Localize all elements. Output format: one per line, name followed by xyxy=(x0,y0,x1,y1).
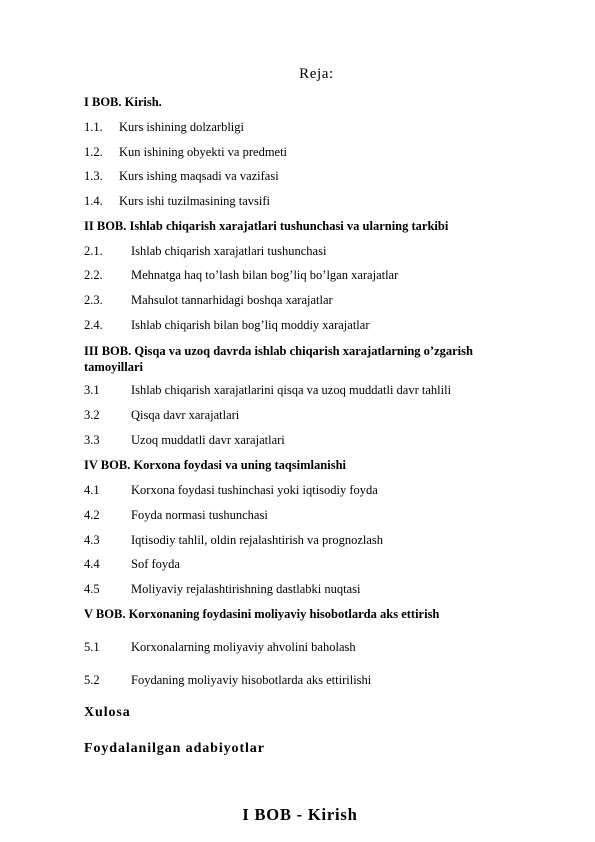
toc-num: 2.4. xyxy=(84,318,103,332)
toc-item: Korxonalarning moliyaviy ahvolini baholash xyxy=(131,640,356,654)
chapter-2-heading: II BOB. Ishlab chiqarish xarajatlari tushunchasi va ularning tarkibi xyxy=(84,219,449,233)
toc-num: 2.2. xyxy=(84,268,103,282)
toc-item: Mehnatga haq to’lash bilan bog’liq bo’lgan xarajatlar xyxy=(131,268,399,282)
chapter-5-heading: V BOB. Korxonaning foydasini moliyaviy hisobotlarda aks ettirish xyxy=(84,607,440,621)
chapter-3-heading: III BOB. Qisqa va uzoq davrda ishlab chiqarish xarajatlarning o’zgarish tamoyillari xyxy=(84,344,473,374)
references-heading: Foydalanilgan adabiyotlar xyxy=(84,741,265,756)
toc-num: 1.4. xyxy=(84,194,103,208)
toc-num: 1.2. xyxy=(84,145,103,159)
next-chapter-title: I BOB - Kirish xyxy=(242,805,358,824)
toc-item: Kurs ishing maqsadi va vazifasi xyxy=(119,169,279,183)
conclusion-heading: Xulosa xyxy=(84,705,131,720)
toc-item: Ishlab chiqarish xarajatlarini qisqa va uzoq muddatli davr tahlili xyxy=(131,383,452,397)
toc-item: Foyda normasi tushunchasi xyxy=(131,508,268,522)
toc-item: Qisqa davr xarajatlari xyxy=(131,408,240,422)
toc-item: Sof foyda xyxy=(131,557,180,571)
toc-num: 2.1. xyxy=(84,244,103,258)
toc-item: Ishlab chiqarish xarajatlari tushunchasi xyxy=(131,244,327,258)
toc-num: 5.1 xyxy=(84,640,100,654)
toc-num: 4.4 xyxy=(84,557,100,571)
toc-item: Iqtisodiy tahlil, oldin rejalashtirish va prognozlash xyxy=(131,533,384,547)
toc-num: 4.3 xyxy=(84,533,100,547)
page-title: Reja: xyxy=(299,66,334,82)
chapter-4-heading: IV BOB. Korxona foydasi va uning taqsimlanishi xyxy=(84,458,346,472)
toc-item: Foydaning moliyaviy hisobotlarda aks ettirilishi xyxy=(131,673,372,687)
toc-num: 1.3. xyxy=(84,169,103,183)
toc-num: 4.1 xyxy=(84,483,100,497)
toc-num: 2.3. xyxy=(84,293,103,307)
chapter-1-heading: I BOB. Kirish. xyxy=(84,95,162,109)
toc-item: Kun ishining obyekti va predmeti xyxy=(119,145,288,159)
toc-item: Mahsulot tannarhidagi boshqa xarajatlar xyxy=(131,293,333,307)
toc-item: Kurs ishining dolzarbligi xyxy=(119,120,244,134)
toc-item: Moliyaviy rejalashtirishning dastlabki nuqtasi xyxy=(131,582,361,596)
toc-item: Kurs ishi tuzilmasining tavsifi xyxy=(119,194,271,208)
toc-num: 1.1. xyxy=(84,120,103,134)
toc-item: Ishlab chiqarish bilan bog’liq moddiy xarajatlar xyxy=(131,318,370,332)
toc-item: Korxona foydasi tushinchasi yoki iqtisodiy foyda xyxy=(131,483,378,497)
toc-num: 4.2 xyxy=(84,508,100,522)
toc-num: 3.1 xyxy=(84,383,100,397)
toc-item: Uzoq muddatli davr xarajatlari xyxy=(131,433,285,447)
toc-num: 3.3 xyxy=(84,433,100,447)
toc-num: 5.2 xyxy=(84,673,100,687)
toc-num: 4.5 xyxy=(84,582,100,596)
toc-num: 3.2 xyxy=(84,408,100,422)
